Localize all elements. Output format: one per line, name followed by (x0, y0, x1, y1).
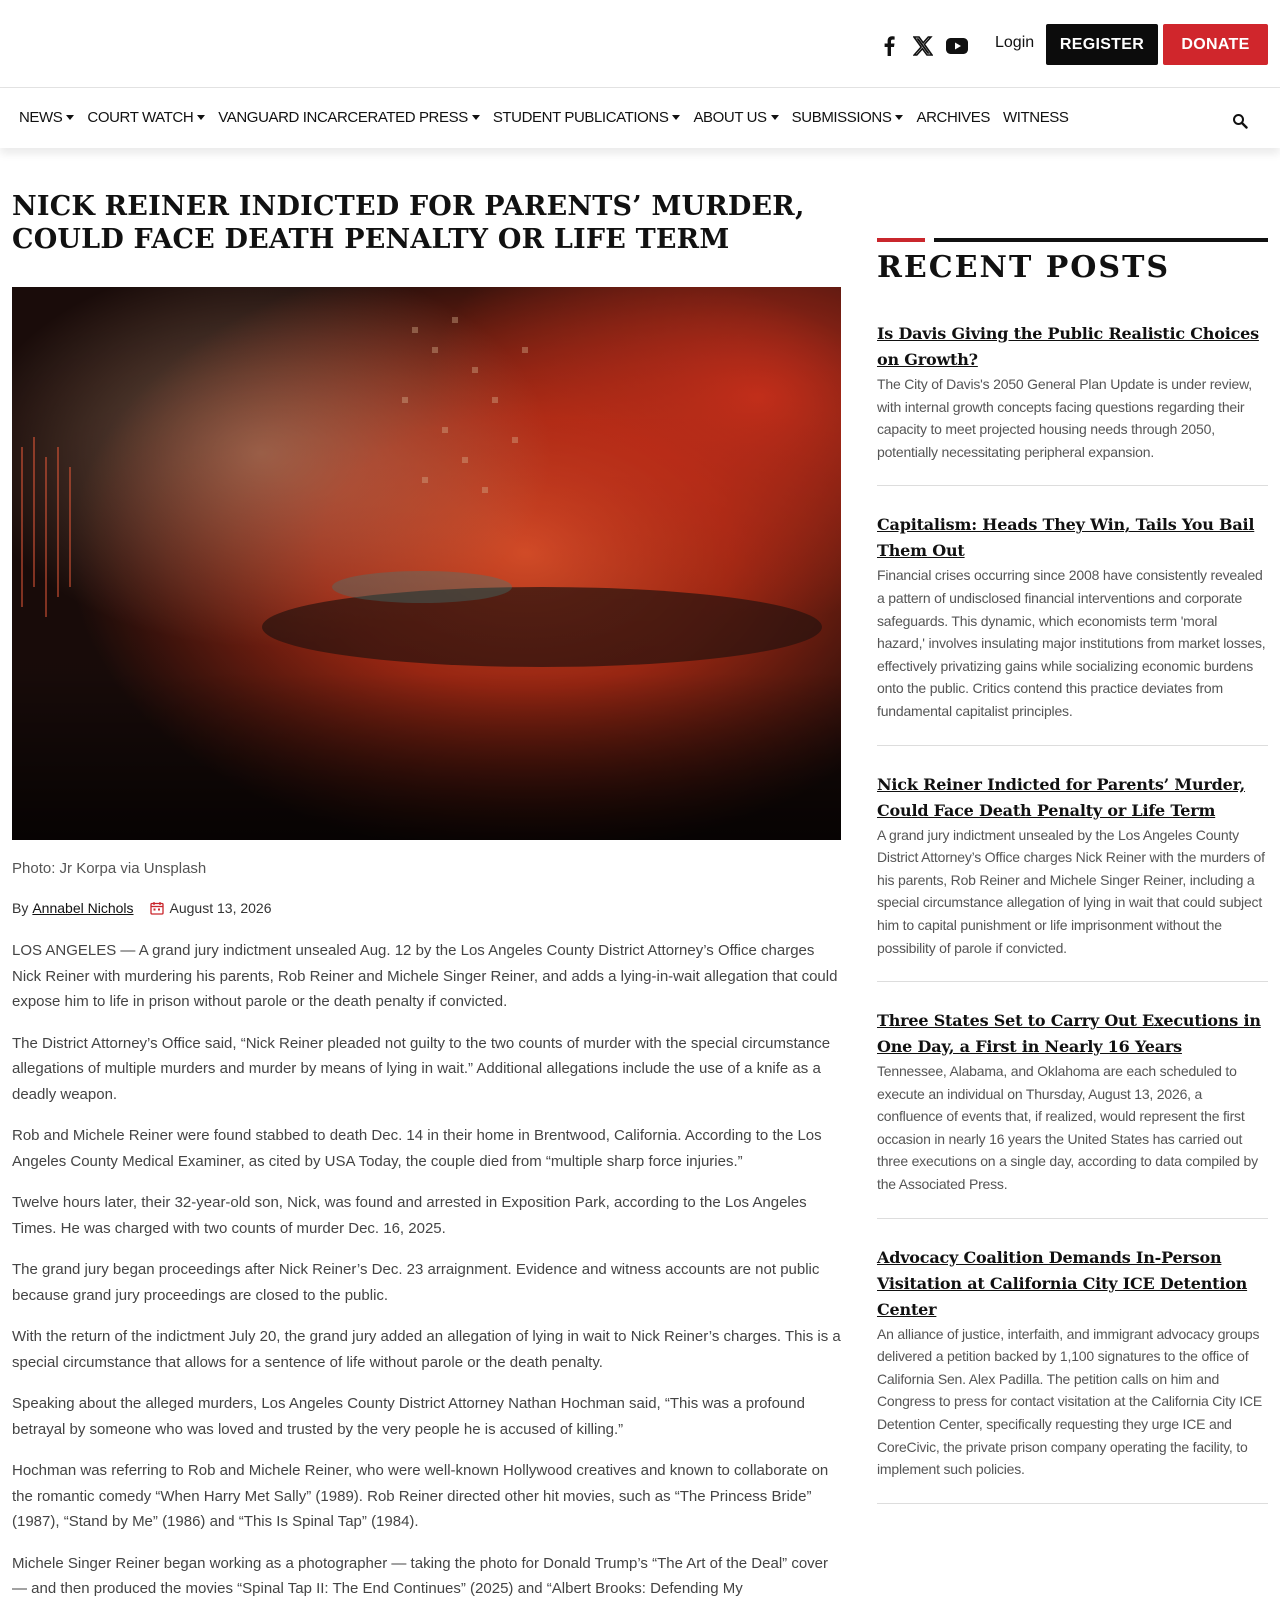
donate-button[interactable]: DONATE (1163, 24, 1268, 65)
nav-item-label: NEWS (19, 109, 63, 126)
publish-date: August 13, 2026 (169, 900, 272, 916)
byline (12, 900, 272, 916)
article-body (12, 938, 842, 1600)
main-nav (0, 88, 1280, 148)
x-icon[interactable] (911, 34, 935, 58)
paragraph: Michele Singer Reiner began working as a photographer — taking the photo for Donald Trump’s “The Art of the Deal” cover — and then produced the movies “Spinal Tap II: The End Continues” (2025) and “Albert Brooks: Defending My (12, 1554, 828, 1597)
byline-prefix: By (12, 900, 29, 916)
nav-item-witness[interactable] (1003, 109, 1069, 126)
recent-post (877, 772, 1268, 983)
nav-item-label: ABOUT US (693, 109, 767, 126)
recent-post-excerpt: The City of Davis's 2050 General Plan Update is under review, with internal growth concepts facing questions regarding their capacity to meet projected housing needs through 2050, potentially necessitating peripheral expansion. (877, 376, 1252, 460)
nav-item-about-us[interactable] (693, 109, 778, 126)
chevron-down-icon (895, 115, 903, 120)
search-icon[interactable] (1232, 113, 1252, 133)
login-link[interactable]: Login (995, 34, 1035, 51)
nav-item-label: WITNESS (1002, 109, 1069, 126)
chevron-down-icon (771, 115, 779, 120)
nav-item-news[interactable] (19, 109, 74, 126)
paragraph: Speaking about the alleged murders, Los Angeles County District Attorney Nathan Hochman said, “This was a profound betrayal by someone who was loved and trusted by the very people he is accused of killing.” (12, 1395, 805, 1438)
recent-post-excerpt: Financial crises occurring since 2008 have consistently revealed a pattern of undisclosed financial interventions and corporate safeguards. This dynamic, which economists term 'moral hazard,' involves insulating major institutions from market losses, effectively privatizing gains while socializing economic burdens onto the public. Critics contend this practice deviates from fundamental capitalist principles. (877, 567, 1266, 719)
recent-post-title[interactable]: Is Davis Giving the Public Realistic Choices on Growth? (877, 324, 1259, 369)
nav-item-vanguard-incarcerated-press[interactable] (218, 109, 480, 126)
nav-item-court-watch[interactable] (87, 109, 205, 126)
nav-item-label: ARCHIVES (916, 109, 990, 126)
recent-post (877, 512, 1268, 745)
hero-image (12, 287, 841, 840)
recent-post (877, 1008, 1268, 1219)
paragraph: The District Attorney’s Office said, “Nick Reiner pleaded not guilty to the two counts of murder with the special circumstance allegations of multiple murders and murder by means of lying in wait.” Additional allegations include the use of a knife as a deadly weapon. (12, 1034, 831, 1103)
article-headline: NICK REINER INDICTED FOR PARENTS’ MURDER, COULD FACE DEATH PENALTY OR LIFE TERM (12, 191, 805, 255)
recent-post-excerpt: Tennessee, Alabama, and Oklahoma are each scheduled to execute an individual on Thursday, August 13, 2026, a confluence of events that, if realized, would represent the first occasion in nearly 16 years the United States has carried out three executions on a single day, according to data compiled by the Associated Press. (877, 1063, 1258, 1193)
photo-caption: Photo: Jr Korpa via Unsplash (12, 860, 207, 877)
chevron-down-icon (66, 115, 74, 120)
calendar-icon (150, 901, 164, 915)
recent-post (877, 1245, 1268, 1504)
nav-item-submissions[interactable] (792, 109, 904, 126)
register-button[interactable]: REGISTER (1046, 24, 1158, 65)
recent-post-title[interactable]: Three States Set to Carry Out Executions in One Day, a First in Nearly 16 Years (877, 1011, 1261, 1057)
top-bar (0, 0, 1280, 88)
paragraph: The grand jury began proceedings after Nick Reiner’s Dec. 23 arraignment. Evidence and witness accounts are not public because grand jury proceedings are closed to the public. (12, 1261, 820, 1304)
recent-post (877, 321, 1268, 486)
paragraph: With the return of the indictment July 20, the grand jury added an allegation of lying in wait to Nick Reiner’s charges. This is a special circumstance that allows for a sentence of life without parole or the death penalty. (12, 1328, 841, 1371)
nav-item-student-publications[interactable] (493, 109, 681, 126)
nav-item-label: STUDENT PUBLICATIONS (492, 109, 669, 126)
recent-post-excerpt: An alliance of justice, interfaith, and immigrant advocacy groups delivered a petition backed by 1,100 signatures to the office of California Sen. Alex Padilla. The petition calls on him and Congress to press for contact visitation at the California City ICE Detention Center, specifically requesting they urge ICE and CoreCivic, the private prison company operating the facility, to implement such policies. (877, 1325, 1262, 1478)
recent-post-title[interactable]: Capitalism: Heads They Win, Tails You Bail Them Out (877, 515, 1255, 561)
nav-item-label: COURT WATCH (87, 109, 194, 126)
section-divider (877, 238, 1268, 242)
author-link[interactable]: Annabel Nichols (32, 900, 134, 916)
paragraph: Hochman was referring to Rob and Michele Reiner, who were well-known Hollywood creatives and known to collaborate on the romantic comedy “When Harry Met Sally” (1989). Rob Reiner directed other hit movies, such as “The Princess Bride” (1987), “Stand by Me” (1986) and “This Is Spinal Tap” (1984). (12, 1462, 829, 1530)
chevron-down-icon (472, 115, 480, 120)
recent-posts-heading: RECENT POSTS (877, 250, 1171, 285)
nav-item-label: SUBMISSIONS (791, 109, 892, 126)
article-header (12, 190, 842, 256)
nav-item-label: VANGUARD INCARCERATED PRESS (218, 109, 468, 126)
chevron-down-icon (672, 115, 680, 120)
recent-posts-sidebar (877, 238, 1268, 1530)
chevron-down-icon (197, 115, 205, 120)
paragraph: Twelve hours later, their 32-year-old son, Nick, was found and arrested in Exposition Park, according to the Los Angeles Times. He was charged with two counts of murder Dec. 16, 2025. (12, 1194, 807, 1237)
facebook-icon[interactable] (877, 34, 901, 58)
divider-line (934, 238, 1268, 242)
nav-item-archives[interactable] (916, 109, 990, 126)
recent-post-title[interactable]: Advocacy Coalition Demands In-Person Visitation at California City ICE Detention Center (877, 1247, 1248, 1319)
youtube-icon[interactable] (945, 34, 969, 58)
paragraph: LOS ANGELES — A grand jury indictment unsealed Aug. 12 by the Los Angeles County District Attorney’s Office charges Nick Reiner with murdering his parents, Rob Reiner and Michele Singer Reiner, and adds a lying-in-wait allegation that could expose him to life in prison without parole or the death penalty if convicted. (12, 942, 838, 1010)
paragraph: Rob and Michele Reiner were found stabbed to death Dec. 14 in their home in Brentwood, California. According to the Los Angeles County Medical Examiner, as cited by USA Today, the couple died from “multiple sharp force injuries.” (12, 1127, 822, 1170)
divider-accent (877, 238, 925, 242)
recent-post-title[interactable]: Nick Reiner Indicted for Parents’ Murder, Could Face Death Penalty or Life Term (877, 774, 1246, 820)
recent-post-excerpt: A grand jury indictment unsealed by the Los Angeles County District Attorney’s Office charges Nick Reiner with the murders of his parents, Rob Reiner and Michele Singer Reiner, including a special circumstance allegation of lying in wait that could subject him to capital punishment or life imprisonment without the possibility of parole if convicted. (877, 826, 1265, 956)
social-links (877, 34, 979, 58)
nav-menu (19, 109, 1082, 126)
